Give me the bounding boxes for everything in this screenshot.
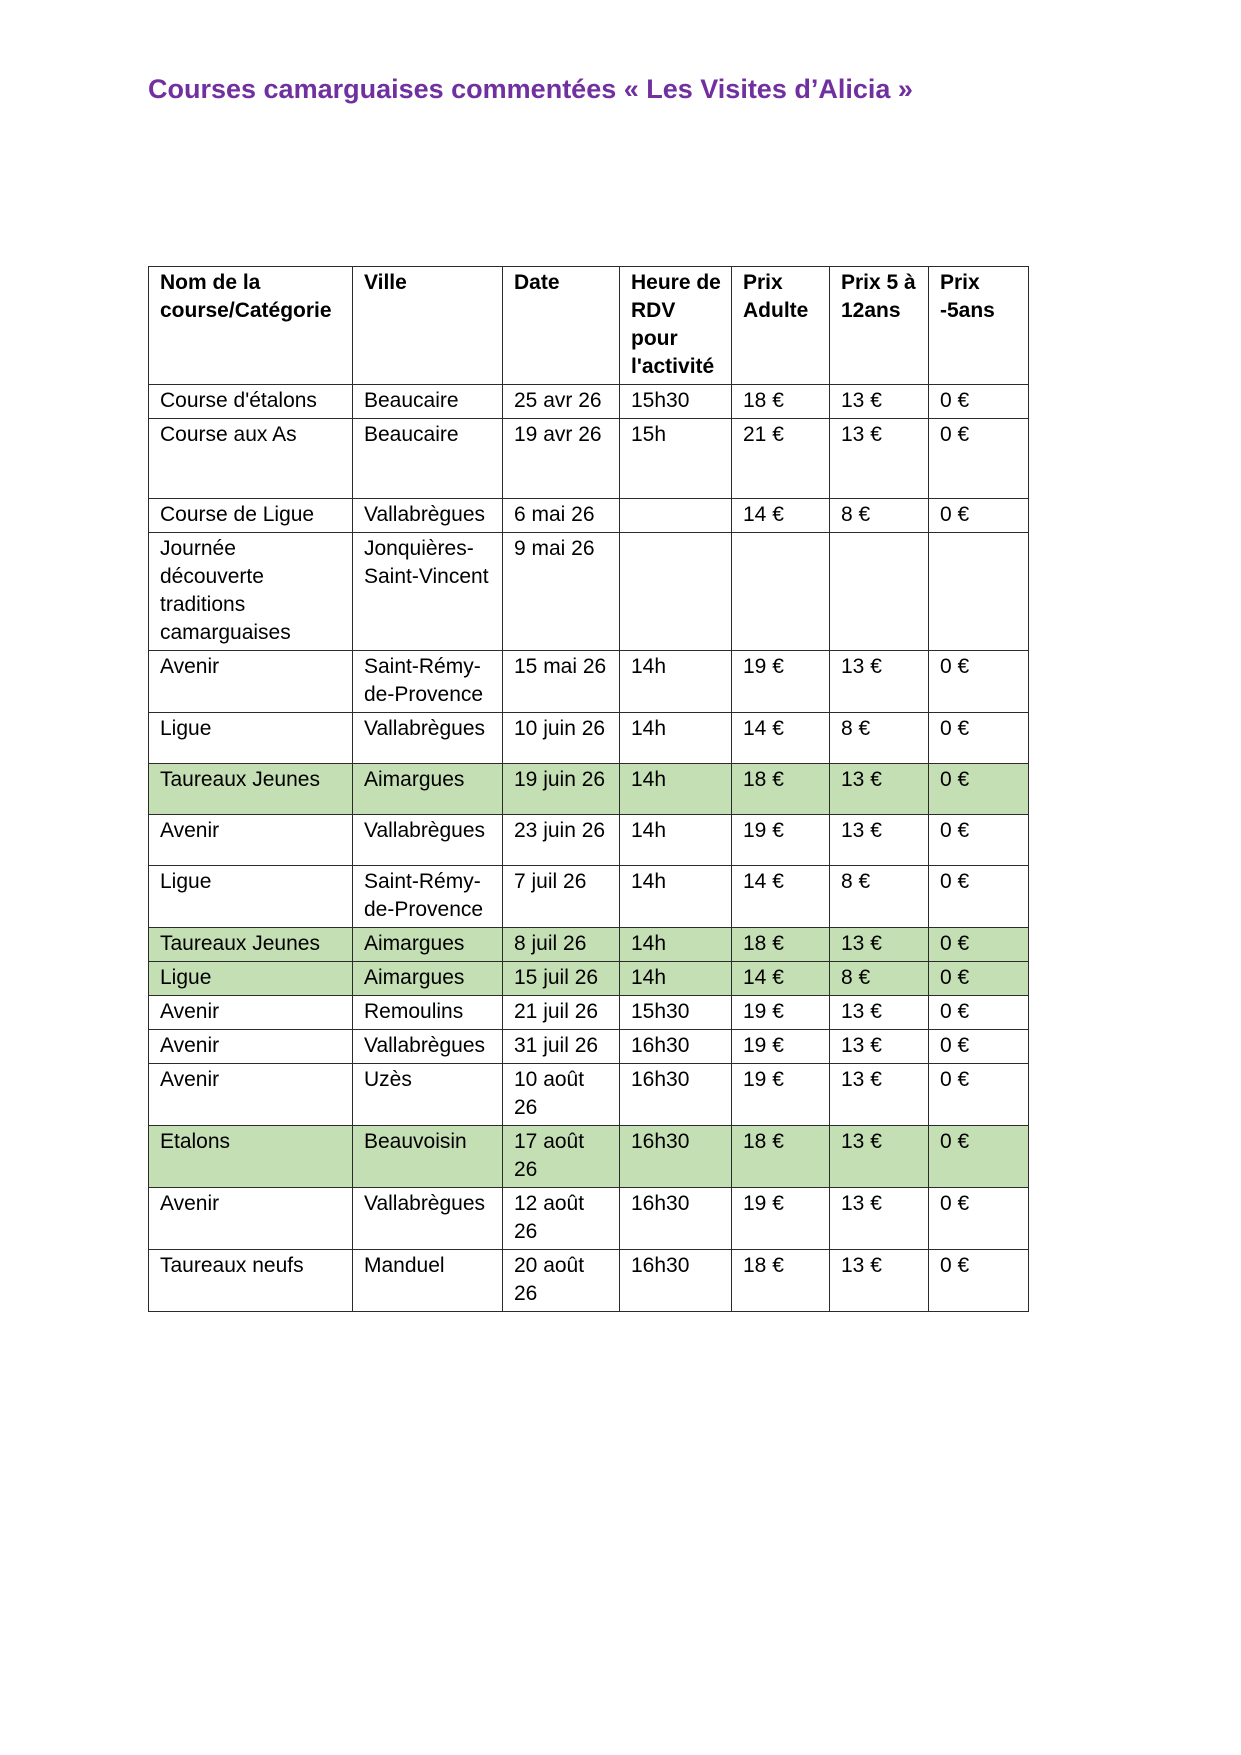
cell-adult-price: 19 € (732, 1188, 830, 1250)
cell-adult-price: 18 € (732, 385, 830, 419)
cell-under5-price: 0 € (929, 996, 1029, 1030)
table-row (149, 419, 1029, 499)
header-city: Ville (353, 267, 503, 385)
cell-date: 6 mai 26 (503, 499, 620, 533)
cell-course-name: Ligue (149, 866, 353, 928)
cell-city: Remoulins (353, 996, 503, 1030)
cell-meeting-time (620, 499, 732, 533)
cell-child-price: 8 € (830, 962, 929, 996)
cell-child-price: 13 € (830, 1064, 929, 1126)
table-row (149, 1064, 1029, 1126)
cell-city: Vallabrègues (353, 499, 503, 533)
cell-city: Beauvoisin (353, 1126, 503, 1188)
table-row (149, 1188, 1029, 1250)
cell-child-price: 13 € (830, 996, 929, 1030)
table-row (149, 1250, 1029, 1312)
table-row (149, 928, 1029, 962)
cell-adult-price: 14 € (732, 962, 830, 996)
cell-under5-price: 0 € (929, 1126, 1029, 1188)
header-under5-price: Prix -5ans (929, 267, 1029, 385)
cell-city: Beaucaire (353, 385, 503, 419)
cell-city: Uzès (353, 1064, 503, 1126)
cell-date: 31 juil 26 (503, 1030, 620, 1064)
cell-meeting-time: 15h30 (620, 385, 732, 419)
cell-under5-price (929, 533, 1029, 651)
cell-meeting-time: 16h30 (620, 1126, 732, 1188)
cell-under5-price: 0 € (929, 866, 1029, 928)
cell-child-price (830, 533, 929, 651)
cell-meeting-time (620, 533, 732, 651)
table-body (149, 385, 1029, 1312)
cell-under5-price: 0 € (929, 713, 1029, 764)
cell-course-name: Course de Ligue (149, 499, 353, 533)
header-adult-price: Prix Adulte (732, 267, 830, 385)
cell-course-name: Avenir (149, 651, 353, 713)
cell-date: 23 juin 26 (503, 815, 620, 866)
cell-course-name: Avenir (149, 1030, 353, 1064)
cell-adult-price: 18 € (732, 1250, 830, 1312)
cell-city: Vallabrègues (353, 713, 503, 764)
cell-course-name: Taureaux Jeunes (149, 928, 353, 962)
cell-adult-price: 21 € (732, 419, 830, 499)
table-row (149, 866, 1029, 928)
cell-meeting-time: 16h30 (620, 1250, 732, 1312)
table-row (149, 713, 1029, 764)
cell-adult-price (732, 533, 830, 651)
cell-child-price: 13 € (830, 928, 929, 962)
course-schedule-table (148, 266, 1029, 1312)
cell-meeting-time: 15h (620, 419, 732, 499)
table-row (149, 651, 1029, 713)
cell-meeting-time: 14h (620, 815, 732, 866)
cell-child-price: 13 € (830, 815, 929, 866)
cell-city: Aimargues (353, 962, 503, 996)
cell-child-price: 13 € (830, 651, 929, 713)
cell-meeting-time: 14h (620, 962, 732, 996)
cell-date: 7 juil 26 (503, 866, 620, 928)
cell-under5-price: 0 € (929, 419, 1029, 499)
cell-course-name: Avenir (149, 996, 353, 1030)
cell-course-name: Avenir (149, 1188, 353, 1250)
cell-meeting-time: 16h30 (620, 1188, 732, 1250)
cell-child-price: 13 € (830, 1188, 929, 1250)
cell-under5-price: 0 € (929, 764, 1029, 815)
cell-city: Manduel (353, 1250, 503, 1312)
cell-under5-price: 0 € (929, 385, 1029, 419)
cell-course-name: Ligue (149, 962, 353, 996)
cell-date: 15 mai 26 (503, 651, 620, 713)
table-row (149, 533, 1029, 651)
cell-child-price: 13 € (830, 1126, 929, 1188)
cell-adult-price: 14 € (732, 866, 830, 928)
cell-adult-price: 19 € (732, 651, 830, 713)
cell-date: 10 août 26 (503, 1064, 620, 1126)
cell-adult-price: 19 € (732, 996, 830, 1030)
cell-course-name: Taureaux Jeunes (149, 764, 353, 815)
cell-under5-price: 0 € (929, 651, 1029, 713)
table-header-row (149, 267, 1029, 385)
cell-date: 19 juin 26 (503, 764, 620, 815)
cell-meeting-time: 16h30 (620, 1064, 732, 1126)
cell-adult-price: 18 € (732, 928, 830, 962)
header-date: Date (503, 267, 620, 385)
cell-adult-price: 14 € (732, 499, 830, 533)
cell-date: 19 avr 26 (503, 419, 620, 499)
cell-course-name: Course d'étalons (149, 385, 353, 419)
table-row (149, 385, 1029, 419)
cell-under5-price: 0 € (929, 928, 1029, 962)
cell-child-price: 13 € (830, 1030, 929, 1064)
cell-date: 21 juil 26 (503, 996, 620, 1030)
cell-meeting-time: 14h (620, 928, 732, 962)
cell-date: 17 août 26 (503, 1126, 620, 1188)
document-title: Courses camarguaises commentées « Les Visites d’Alicia » (148, 74, 913, 104)
cell-meeting-time: 14h (620, 713, 732, 764)
header-meeting-time: Heure de RDV pour l'activité (620, 267, 732, 385)
cell-adult-price: 19 € (732, 1030, 830, 1064)
cell-date: 9 mai 26 (503, 533, 620, 651)
cell-meeting-time: 14h (620, 764, 732, 815)
cell-date: 8 juil 26 (503, 928, 620, 962)
cell-child-price: 13 € (830, 764, 929, 815)
cell-under5-price: 0 € (929, 1030, 1029, 1064)
cell-adult-price: 14 € (732, 713, 830, 764)
cell-adult-price: 19 € (732, 815, 830, 866)
cell-course-name: Ligue (149, 713, 353, 764)
cell-course-name: Journée découverte traditions camarguaises (149, 533, 353, 651)
cell-city: Vallabrègues (353, 815, 503, 866)
table-row (149, 764, 1029, 815)
table-row (149, 1126, 1029, 1188)
cell-meeting-time: 14h (620, 866, 732, 928)
cell-city: Saint-Rémy-de-Provence (353, 866, 503, 928)
cell-date: 20 août 26 (503, 1250, 620, 1312)
cell-under5-price: 0 € (929, 1250, 1029, 1312)
cell-city: Vallabrègues (353, 1030, 503, 1064)
cell-course-name: Course aux As (149, 419, 353, 499)
cell-child-price: 8 € (830, 713, 929, 764)
table-row (149, 815, 1029, 866)
cell-city: Vallabrègues (353, 1188, 503, 1250)
cell-city: Beaucaire (353, 419, 503, 499)
cell-city: Jonquières-Saint-Vincent (353, 533, 503, 651)
cell-child-price: 8 € (830, 866, 929, 928)
table-row (149, 962, 1029, 996)
cell-meeting-time: 16h30 (620, 1030, 732, 1064)
table-row (149, 499, 1029, 533)
header-course-name: Nom de la course/Catégorie (149, 267, 353, 385)
cell-course-name: Avenir (149, 1064, 353, 1126)
cell-adult-price: 18 € (732, 764, 830, 815)
cell-child-price: 8 € (830, 499, 929, 533)
cell-city: Aimargues (353, 928, 503, 962)
table-row (149, 1030, 1029, 1064)
cell-under5-price: 0 € (929, 815, 1029, 866)
cell-city: Saint-Rémy-de-Provence (353, 651, 503, 713)
cell-course-name: Etalons (149, 1126, 353, 1188)
cell-date: 12 août 26 (503, 1188, 620, 1250)
cell-under5-price: 0 € (929, 962, 1029, 996)
cell-meeting-time: 15h30 (620, 996, 732, 1030)
cell-date: 10 juin 26 (503, 713, 620, 764)
cell-meeting-time: 14h (620, 651, 732, 713)
cell-adult-price: 19 € (732, 1064, 830, 1126)
cell-course-name: Avenir (149, 815, 353, 866)
cell-under5-price: 0 € (929, 1188, 1029, 1250)
cell-child-price: 13 € (830, 385, 929, 419)
header-child-price: Prix 5 à 12ans (830, 267, 929, 385)
cell-child-price: 13 € (830, 1250, 929, 1312)
table-row (149, 996, 1029, 1030)
cell-course-name: Taureaux neufs (149, 1250, 353, 1312)
cell-date: 15 juil 26 (503, 962, 620, 996)
cell-adult-price: 18 € (732, 1126, 830, 1188)
cell-date: 25 avr 26 (503, 385, 620, 419)
cell-child-price: 13 € (830, 419, 929, 499)
cell-under5-price: 0 € (929, 499, 1029, 533)
cell-city: Aimargues (353, 764, 503, 815)
cell-under5-price: 0 € (929, 1064, 1029, 1126)
